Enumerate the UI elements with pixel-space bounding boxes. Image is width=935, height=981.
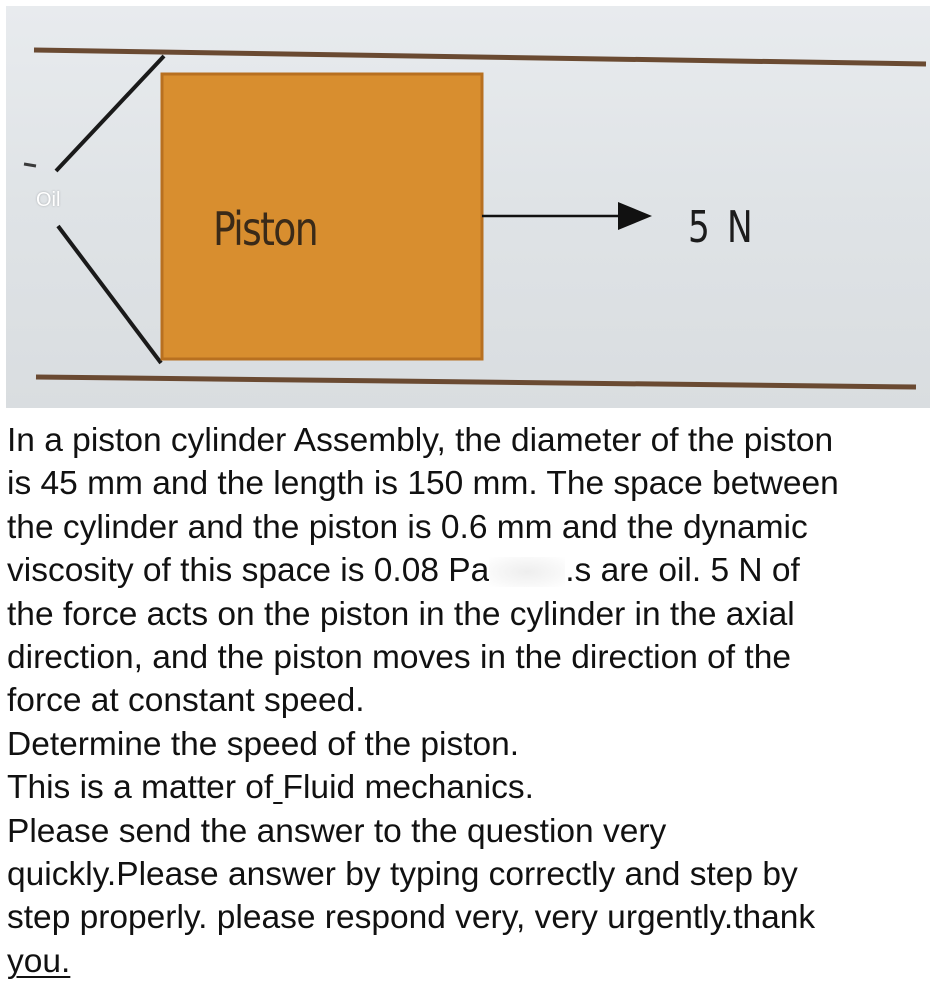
request-text: quickly.Please answer by typing correctly and step by bbox=[7, 856, 798, 894]
subject-name: Fluid mechanics. bbox=[282, 769, 534, 807]
question-line bbox=[7, 462, 927, 505]
question-line-text: force at constant speed. bbox=[7, 682, 365, 720]
question-line-text: .s are oil. 5 N of bbox=[565, 552, 800, 590]
subject-link bbox=[273, 769, 282, 806]
request-line bbox=[7, 896, 927, 939]
determine-text: Determine the speed of the piston. bbox=[7, 725, 520, 763]
question-line bbox=[7, 593, 927, 636]
oil-label: Oil bbox=[36, 189, 61, 211]
question-line bbox=[7, 419, 927, 462]
piston-cylinder-diagram bbox=[6, 6, 930, 408]
request-text-end: you. bbox=[7, 942, 71, 980]
question-line bbox=[7, 679, 927, 722]
cylinder-top-wall bbox=[34, 50, 926, 64]
piston-label: Piston bbox=[213, 202, 317, 256]
determine-line bbox=[7, 723, 927, 766]
question-line-text: the force acts on the piston in the cylinder in the axial bbox=[7, 595, 795, 633]
question-line bbox=[7, 549, 927, 592]
question-line bbox=[7, 506, 927, 549]
question-line-text: direction, and the piston moves in the direction of the bbox=[7, 639, 791, 677]
oil-tick-mark bbox=[24, 164, 36, 166]
diagram-drawing bbox=[6, 6, 930, 408]
request-line bbox=[7, 940, 927, 981]
question-text bbox=[7, 419, 927, 981]
request-text: Please send the answer to the question very bbox=[7, 812, 667, 850]
cylinder-bottom-wall bbox=[36, 377, 916, 387]
oil-wedge-top-line bbox=[56, 56, 164, 171]
subject-line bbox=[7, 766, 927, 809]
question-line-text: the cylinder and the piston is 0.6 mm and the dynamic bbox=[7, 508, 808, 546]
question-line-text: viscosity of this space is 0.08 Pa bbox=[7, 552, 490, 590]
force-label: 5 N bbox=[688, 202, 756, 253]
force-arrow-icon bbox=[618, 202, 652, 230]
piston-block bbox=[162, 74, 482, 359]
image-artifact bbox=[489, 557, 565, 587]
question-line-text: In a piston cylinder Assembly, the diameter of the piston bbox=[7, 422, 834, 459]
oil-wedge-bottom-line bbox=[58, 226, 161, 363]
request-line bbox=[7, 810, 927, 853]
request-text: step properly. please respond very, very urgently.thank bbox=[7, 899, 816, 937]
question-line-text: is 45 mm and the length is 150 mm. The space between bbox=[7, 465, 839, 503]
subject-text: This is a matter of bbox=[7, 769, 274, 807]
question-line bbox=[7, 636, 927, 679]
request-line bbox=[7, 853, 927, 896]
